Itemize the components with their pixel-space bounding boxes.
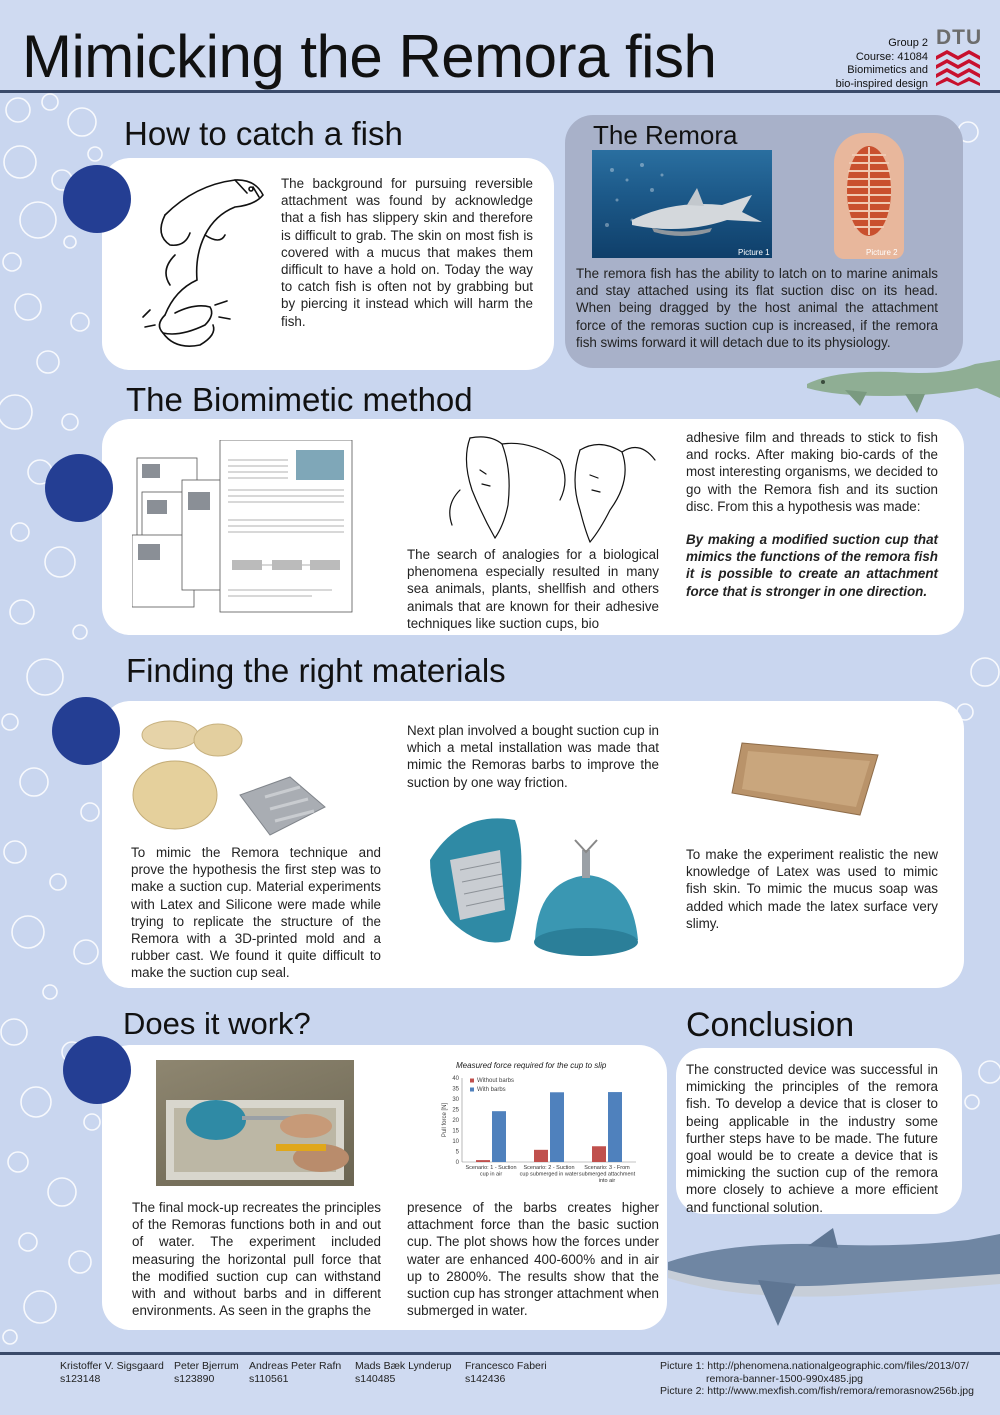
course-name-line-2: bio-inspired design — [835, 77, 928, 90]
legend-label: Without barbs — [477, 1078, 515, 1084]
experiment-setup-icon — [156, 1060, 354, 1186]
author-name: Mads Bæk Lynderup — [355, 1360, 452, 1372]
remora-attachment-sketch-icon — [440, 430, 660, 548]
method-heading: The Biomimetic method — [126, 381, 473, 418]
y-tick-label: 25 — [452, 1107, 459, 1114]
materials-text-right: To make the experiment realistic the new knowledge of Latex was used to mimic fish skin. To mimic the mucus soap was added which made the latex surface very slimy. — [686, 847, 938, 931]
catch-heading: How to catch a fish — [124, 115, 403, 152]
legend-label: With barbs — [477, 1087, 506, 1093]
y-tick-label: 0 — [455, 1160, 459, 1166]
author-3 — [249, 1360, 341, 1386]
y-tick-label: 40 — [452, 1076, 459, 1082]
bar-without-barbs — [476, 1160, 490, 1162]
bar-without-barbs — [592, 1146, 606, 1162]
author-1 — [60, 1360, 164, 1386]
materials-text-left: To mimic the Remora technique and prove the hypothesis the first step was to make a suction cup. Material experiments with Latex and Silicone were made while trying to replicate the structure of the Remora with a 3D-printed mold and a rubber cast. We found it quite difficult to make the suction cup seal. — [131, 845, 381, 981]
y-tick-label: 30 — [452, 1097, 459, 1103]
course-line: Course: 41084 — [855, 50, 928, 63]
legend-swatch — [470, 1088, 474, 1092]
reference-2: Picture 2: http://www.mexfish.com/fish/remora/remorasnow256b.jpg — [660, 1385, 974, 1397]
picture-1-caption: Picture 1 — [738, 248, 770, 257]
conclusion-text: The constructed device was successful in mimicking the principles of the remora fish. To develop a device that is closer to being applicable in the industry some further steps have to be made. The future goal would be to create a device that is mimicking the suction cup of the remora more closely to achieve a more efficient and functional solution. — [686, 1062, 938, 1215]
y-axis-label: Pull force [N] — [442, 1102, 448, 1138]
bio-cards-stack-icon — [132, 440, 358, 615]
dtu-logo-text: DTU — [936, 26, 983, 49]
group-line: Group 2 — [888, 37, 928, 49]
author-id: s110561 — [249, 1373, 289, 1385]
author-id: s140485 — [355, 1373, 396, 1385]
author-name: Andreas Peter Rafn — [249, 1360, 342, 1372]
works-text-left: The final mock-up recreates the principles of the Remoras functions both in and out of water. The experiment included measuring the horizontal pull force that the modified suction cup can withstand with and without barbs and in different environments. As seen in the graphs the — [132, 1200, 381, 1319]
latex-silicone-samples-icon — [130, 715, 330, 840]
modified-suction-cup-icon — [420, 800, 660, 985]
suction-disc-icon — [834, 133, 904, 259]
group-info — [810, 37, 928, 91]
shark-with-remora-icon — [592, 150, 772, 258]
hypothesis-text: By making a modified suction cup that mimics the functions of the remora fish it is possible to create an attachment force that is stronger in one direction. — [686, 532, 938, 599]
method-text-middle: The search of analogies for a biological phenomena especially resulted in many sea animals, plants, shellfish and others animals that are known for their adhesive techniques like suction cups, bio — [407, 547, 659, 631]
chart-title: Measured force required for the cup to slip — [456, 1061, 607, 1070]
bar-with-barbs — [608, 1092, 622, 1162]
works-text-middle: presence of the barbs creates higher attachment force than the basic suction cup. The plot shows how the forces under water are enhanced 400-600% and in air up to 2800%. The results show that the suction cup has stronger attachment when submerged in water. — [407, 1200, 659, 1319]
fish-grab-sketch-icon — [135, 175, 275, 360]
conclusion-heading: Conclusion — [686, 1006, 855, 1044]
reference-1-cont: remora-banner-1500-990x485.jpg — [706, 1372, 864, 1385]
latex-fish-skin-sample-icon — [728, 737, 886, 819]
shark-fish-decoration-icon — [668, 1222, 1000, 1330]
y-tick-label: 35 — [452, 1086, 459, 1093]
y-tick-label: 20 — [452, 1118, 459, 1124]
remora-photo-1 — [592, 150, 772, 258]
dtu-waves-icon — [936, 50, 980, 86]
x-category-label: Scenario: 3 - From submerged attachment into air — [578, 1165, 636, 1184]
experiment-photo — [156, 1060, 354, 1186]
force-bar-chart — [440, 1072, 640, 1190]
x-category-label: Scenario: 2 - Suction cup submerged in water — [519, 1165, 579, 1178]
remora-fish-decoration-icon — [805, 358, 1000, 418]
section-bullet-dot — [52, 697, 120, 765]
section-bullet-dot — [63, 165, 131, 233]
materials-text-middle: Next plan involved a bought suction cup in which a metal installation was made that mimic the Remoras barbs to improve the suction by one way friction. — [407, 723, 659, 790]
x-category-label: Scenario: 1 - Suction cup in air — [465, 1165, 517, 1178]
materials-heading: Finding the right materials — [126, 652, 506, 689]
course-name-line: Biomimetics and — [847, 64, 928, 76]
y-tick-label: 10 — [452, 1139, 459, 1145]
poster-title: Mimicking the Remora fish — [22, 23, 717, 90]
bar-without-barbs — [534, 1150, 548, 1162]
author-4 — [355, 1360, 452, 1386]
author-5 — [465, 1360, 547, 1386]
author-2 — [174, 1360, 239, 1386]
y-tick-label: 5 — [455, 1149, 459, 1156]
reference-1: Picture 1: http://phenomena.nationalgeographic.com/files/2013/07/ — [660, 1360, 969, 1372]
author-name: Francesco Faberi — [465, 1360, 547, 1372]
author-id: s123148 — [60, 1373, 101, 1385]
section-bullet-dot — [45, 454, 113, 522]
remora-text: The remora fish has the ability to latch on to marine animals and stay attached using its flat suction disc on its head. When being dragged by the host animal the attachment force of the remoras suction cup is increased, if the remora fish swims forward it will detach due to its physiology. — [576, 266, 938, 350]
author-id: s142436 — [465, 1373, 506, 1385]
header-divider — [0, 90, 1000, 93]
remora-photo-2 — [834, 133, 904, 259]
author-name: Peter Bjerrum — [174, 1360, 239, 1372]
method-text-right: adhesive film and threads to stick to fish and rocks. After making bio-cards of the most interesting organisms, we decided to go with the Remora fish and its suction disc. From this a hypothesis was made: — [686, 430, 938, 514]
author-id: s123890 — [174, 1373, 215, 1385]
y-tick-label: 15 — [452, 1128, 459, 1135]
picture-2-caption: Picture 2 — [866, 248, 898, 257]
author-name: Kristoffer V. Sigsgaard — [60, 1360, 164, 1372]
catch-text: The background for pursuing reversible attachment was found by acknowledge that a fish has slippery skin and therefore is difficult to grab. The skin on most fish is covered with a mucus that makes them difficult to have a hold on. Today the way to catch fish is often not by grabbing but by piercing it instead which will harm the fish. — [281, 176, 533, 329]
section-bullet-dot — [63, 1036, 131, 1104]
legend-swatch — [470, 1079, 474, 1083]
works-heading: Does it work? — [123, 1006, 311, 1041]
picture-references — [660, 1360, 974, 1398]
bar-with-barbs — [492, 1111, 506, 1162]
remora-heading: The Remora — [593, 120, 738, 150]
bar-with-barbs — [550, 1092, 564, 1162]
